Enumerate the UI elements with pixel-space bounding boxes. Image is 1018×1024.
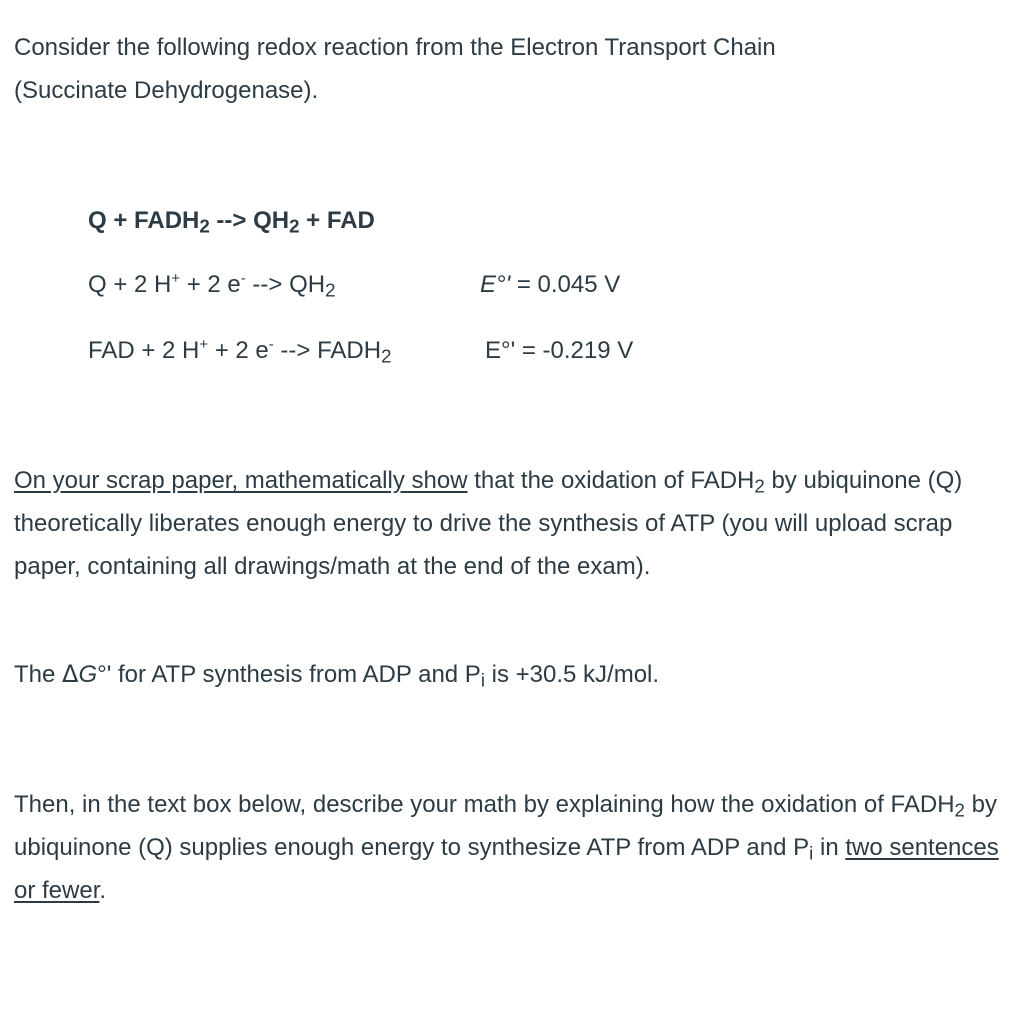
potential-value: = -0.219 V	[515, 337, 634, 364]
instructions-text: in	[813, 834, 846, 861]
intro-line-1: Consider the following redox reaction from the Electron Transport Chain	[14, 34, 776, 61]
half-reaction-fad-potential	[485, 336, 633, 366]
half-reaction-text: + 2 e	[208, 337, 269, 364]
subscript: i	[480, 669, 485, 691]
task-emphasis: On your scrap paper, mathematically show	[14, 467, 468, 494]
superscript: +	[171, 271, 181, 288]
half-reaction-text: --> QH	[245, 271, 326, 298]
half-reaction-text: Q + 2 H	[88, 271, 172, 298]
delta-g-text: °' for ATP synthesis from ADP and P	[97, 661, 481, 688]
instructions-text: Then, in the text box below, describe your math by explaining how the oxidation of FADH	[14, 791, 955, 818]
instructions-paragraph	[14, 783, 1004, 912]
potential-symbol: E°'	[485, 337, 516, 364]
half-reaction-q-potential	[480, 270, 620, 300]
overall-reaction-arrow: --> QH	[209, 207, 290, 234]
subscript: 2	[325, 279, 336, 301]
intro-paragraph	[14, 26, 1004, 112]
superscript: -	[240, 271, 246, 288]
task-text: that the oxidation of FADH	[467, 467, 755, 494]
overall-reaction-sub: 2	[289, 215, 300, 237]
instructions-text: by ubiquinone (Q) supplies enough energy to synthesize ATP from ADP and P	[14, 791, 997, 861]
potential-symbol: E°'	[480, 271, 511, 298]
subscript: 2	[954, 799, 965, 821]
overall-reaction-products: + FAD	[299, 207, 375, 234]
task-text: by ubiquinone (Q) theoretically liberates enough energy to drive the synthesis of ATP (you will upload scrap paper, containing all drawings/math at the end of the exam).	[14, 467, 963, 580]
half-reaction-text: FAD + 2 H	[88, 337, 200, 364]
delta-g-paragraph	[14, 653, 1004, 696]
delta-g-text: The	[14, 661, 63, 688]
delta-symbol: Δ	[62, 660, 79, 688]
overall-reaction	[88, 206, 375, 236]
overall-reaction-reactants: Q + FADH	[88, 207, 200, 234]
subscript: i	[809, 842, 814, 864]
instructions-text: .	[99, 877, 107, 904]
task-paragraph	[14, 459, 1004, 588]
g-symbol: G	[78, 661, 98, 688]
intro-line-2: (Succinate Dehydrogenase).	[14, 77, 319, 104]
superscript: -	[268, 337, 274, 354]
subscript: 2	[754, 475, 765, 497]
length-limit-emphasis: two sentences or fewer	[14, 834, 999, 904]
potential-value: = 0.045 V	[510, 271, 621, 298]
half-reaction-fad	[88, 336, 392, 366]
superscript: +	[199, 337, 209, 354]
overall-reaction-sub: 2	[199, 215, 210, 237]
half-reaction-q	[88, 270, 336, 300]
delta-g-text: is +30.5 kJ/mol.	[484, 661, 660, 688]
half-reaction-text: + 2 e	[180, 271, 241, 298]
half-reaction-text: --> FADH	[273, 337, 382, 364]
subscript: 2	[381, 345, 392, 367]
